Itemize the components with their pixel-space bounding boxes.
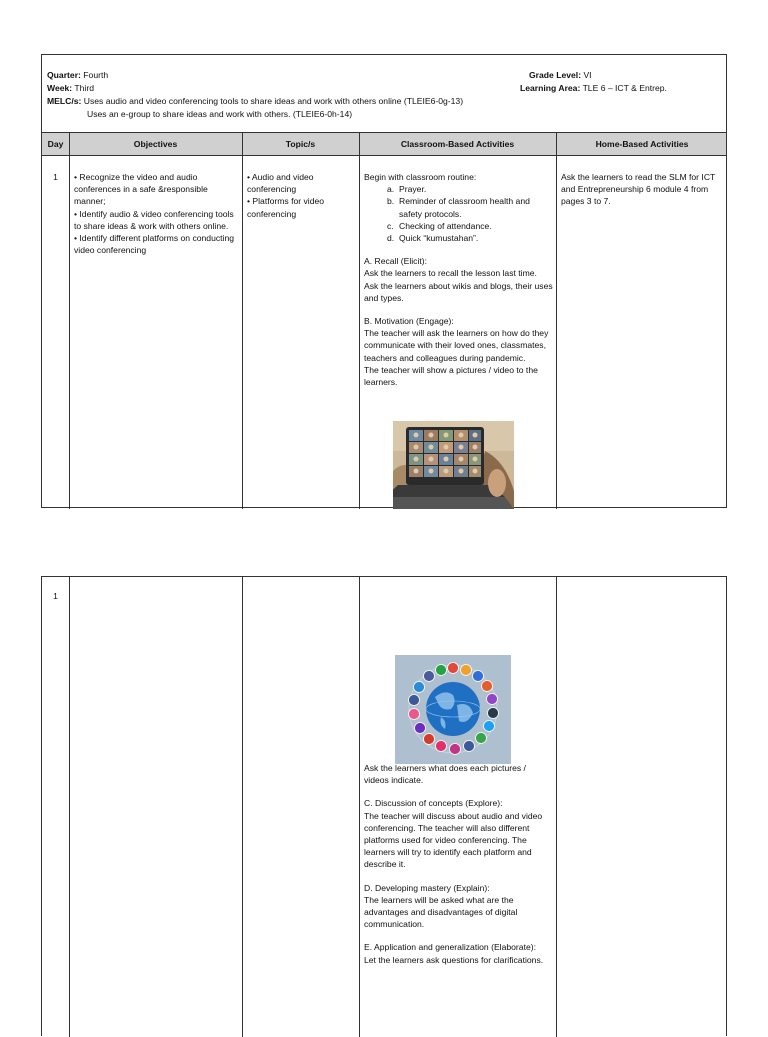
video-call-photo — [393, 421, 514, 509]
routine-text: Quick “kumustahan”. — [399, 233, 479, 244]
lesson-plan-page-2 — [41, 576, 727, 1036]
routine-list — [364, 183, 553, 244]
mastery-title: D. Developing mastery (Explain): — [364, 882, 490, 893]
topic-item: • Audio and video conferencing — [247, 172, 314, 195]
motivation-text-2: The teacher will show a pictures / video to the learners. — [364, 364, 538, 388]
melc-line-2 — [87, 108, 352, 120]
ask-text: Ask the learners what does each pictures / videos indicate. — [364, 763, 526, 786]
topics-cell — [247, 171, 355, 220]
discussion-text: The teacher will discuss about audio and video conferencing. The teacher will also different platforms used for video conferencing. The learners will try to identify each platform and describe it. — [364, 810, 543, 870]
routine-marker: a. — [387, 184, 395, 195]
routine-intro: Begin with classroom routine: — [364, 172, 477, 182]
application-text: Let the learners ask questions for clarifications. — [364, 954, 544, 965]
recall-title: A. Recall (Elicit): — [364, 256, 428, 267]
area-value: TLE 6 – ICT & Entrep. — [582, 83, 667, 93]
mastery-text: The learners will be asked what are the advantages and disadvantages of digital communication. — [364, 894, 518, 930]
column-divider — [69, 577, 70, 1037]
column-divider — [359, 133, 360, 509]
melc-label: MELC/s: — [47, 96, 82, 106]
column-divider — [242, 577, 243, 1037]
objective-item: • Identify different platforms on conducting video conferencing — [74, 233, 235, 256]
column-divider — [69, 133, 70, 509]
classroom-activities-cell — [364, 762, 553, 966]
discussion-title: C. Discussion of concepts (Explore): — [364, 798, 503, 809]
day-cell: 1 — [53, 172, 58, 182]
routine-text: Reminder of classroom health and safety protocols. — [399, 196, 530, 219]
table-header-row — [42, 133, 726, 156]
objective-item: • Identify audio & video conferencing tools to share ideas & work with others online. — [74, 208, 234, 231]
classroom-activities-cell — [364, 171, 553, 388]
routine-item — [364, 220, 553, 232]
lesson-header — [42, 55, 726, 133]
week-label: Week: — [47, 83, 73, 93]
routine-marker: c. — [387, 220, 394, 231]
area-line — [520, 82, 667, 94]
motivation-text: The teacher will ask the learners on how do they communicate with their loved ones, classmates, teachers and colleagues during pandemic. — [364, 328, 549, 363]
week-line — [47, 82, 94, 94]
routine-item — [364, 232, 553, 244]
routine-text: Prayer. — [399, 184, 427, 195]
topic-item: • Platforms for video conferencing — [247, 196, 325, 219]
grade-line — [529, 69, 592, 81]
column-divider — [359, 577, 360, 1037]
area-label: Learning Area: — [520, 83, 581, 93]
routine-marker: d. — [387, 233, 395, 244]
application-title: E. Application and generalization (Elaborate): — [364, 942, 536, 953]
quarter-label: Quarter: — [47, 70, 81, 80]
routine-item — [364, 195, 553, 219]
column-header-home: Home-Based Activities — [595, 139, 689, 149]
melc-text-1: Uses audio and video conferencing tools to share ideas and work with others online (TLEIE6-0g-13) — [83, 96, 464, 106]
column-divider — [556, 133, 557, 509]
motivation-title: B. Motivation (Engage): — [364, 316, 454, 327]
routine-marker: b. — [387, 196, 395, 207]
social-globe-image — [395, 655, 511, 764]
quarter-value: Fourth — [83, 70, 109, 80]
column-header-topics: Topic/s — [285, 139, 316, 149]
objectives-cell — [74, 171, 238, 256]
quarter-line — [47, 69, 108, 81]
day-cell: 1 — [53, 591, 58, 601]
melc-line-1 — [47, 95, 463, 107]
week-value: Third — [74, 83, 94, 93]
objective-item: • Recognize the video and audio conferences in a safe &responsible manner; — [74, 172, 208, 207]
column-header-classroom: Classroom-Based Activities — [400, 139, 515, 149]
routine-text: Checking of attendance. — [399, 220, 492, 231]
column-divider — [556, 577, 557, 1037]
column-header-objectives: Objectives — [133, 139, 178, 149]
grade-value: VI — [583, 70, 592, 80]
lesson-plan-page-1 — [41, 54, 727, 508]
melc-text-2: Uses an e-group to share ideas and work with others. (TLEIE6-0h-14) — [87, 109, 353, 119]
recall-text: Ask the learners to recall the lesson last time. Ask the learners about wikis and blogs, their uses and types. — [364, 268, 553, 303]
routine-item — [364, 183, 553, 195]
home-activities-cell: Ask the learners to read the SLM for ICT and Entrepreneurship 6 module 4 from pages 3 to 7. — [561, 172, 716, 207]
column-divider — [242, 133, 243, 509]
grade-label: Grade Level: — [529, 70, 582, 80]
column-header-day: Day — [47, 139, 64, 149]
